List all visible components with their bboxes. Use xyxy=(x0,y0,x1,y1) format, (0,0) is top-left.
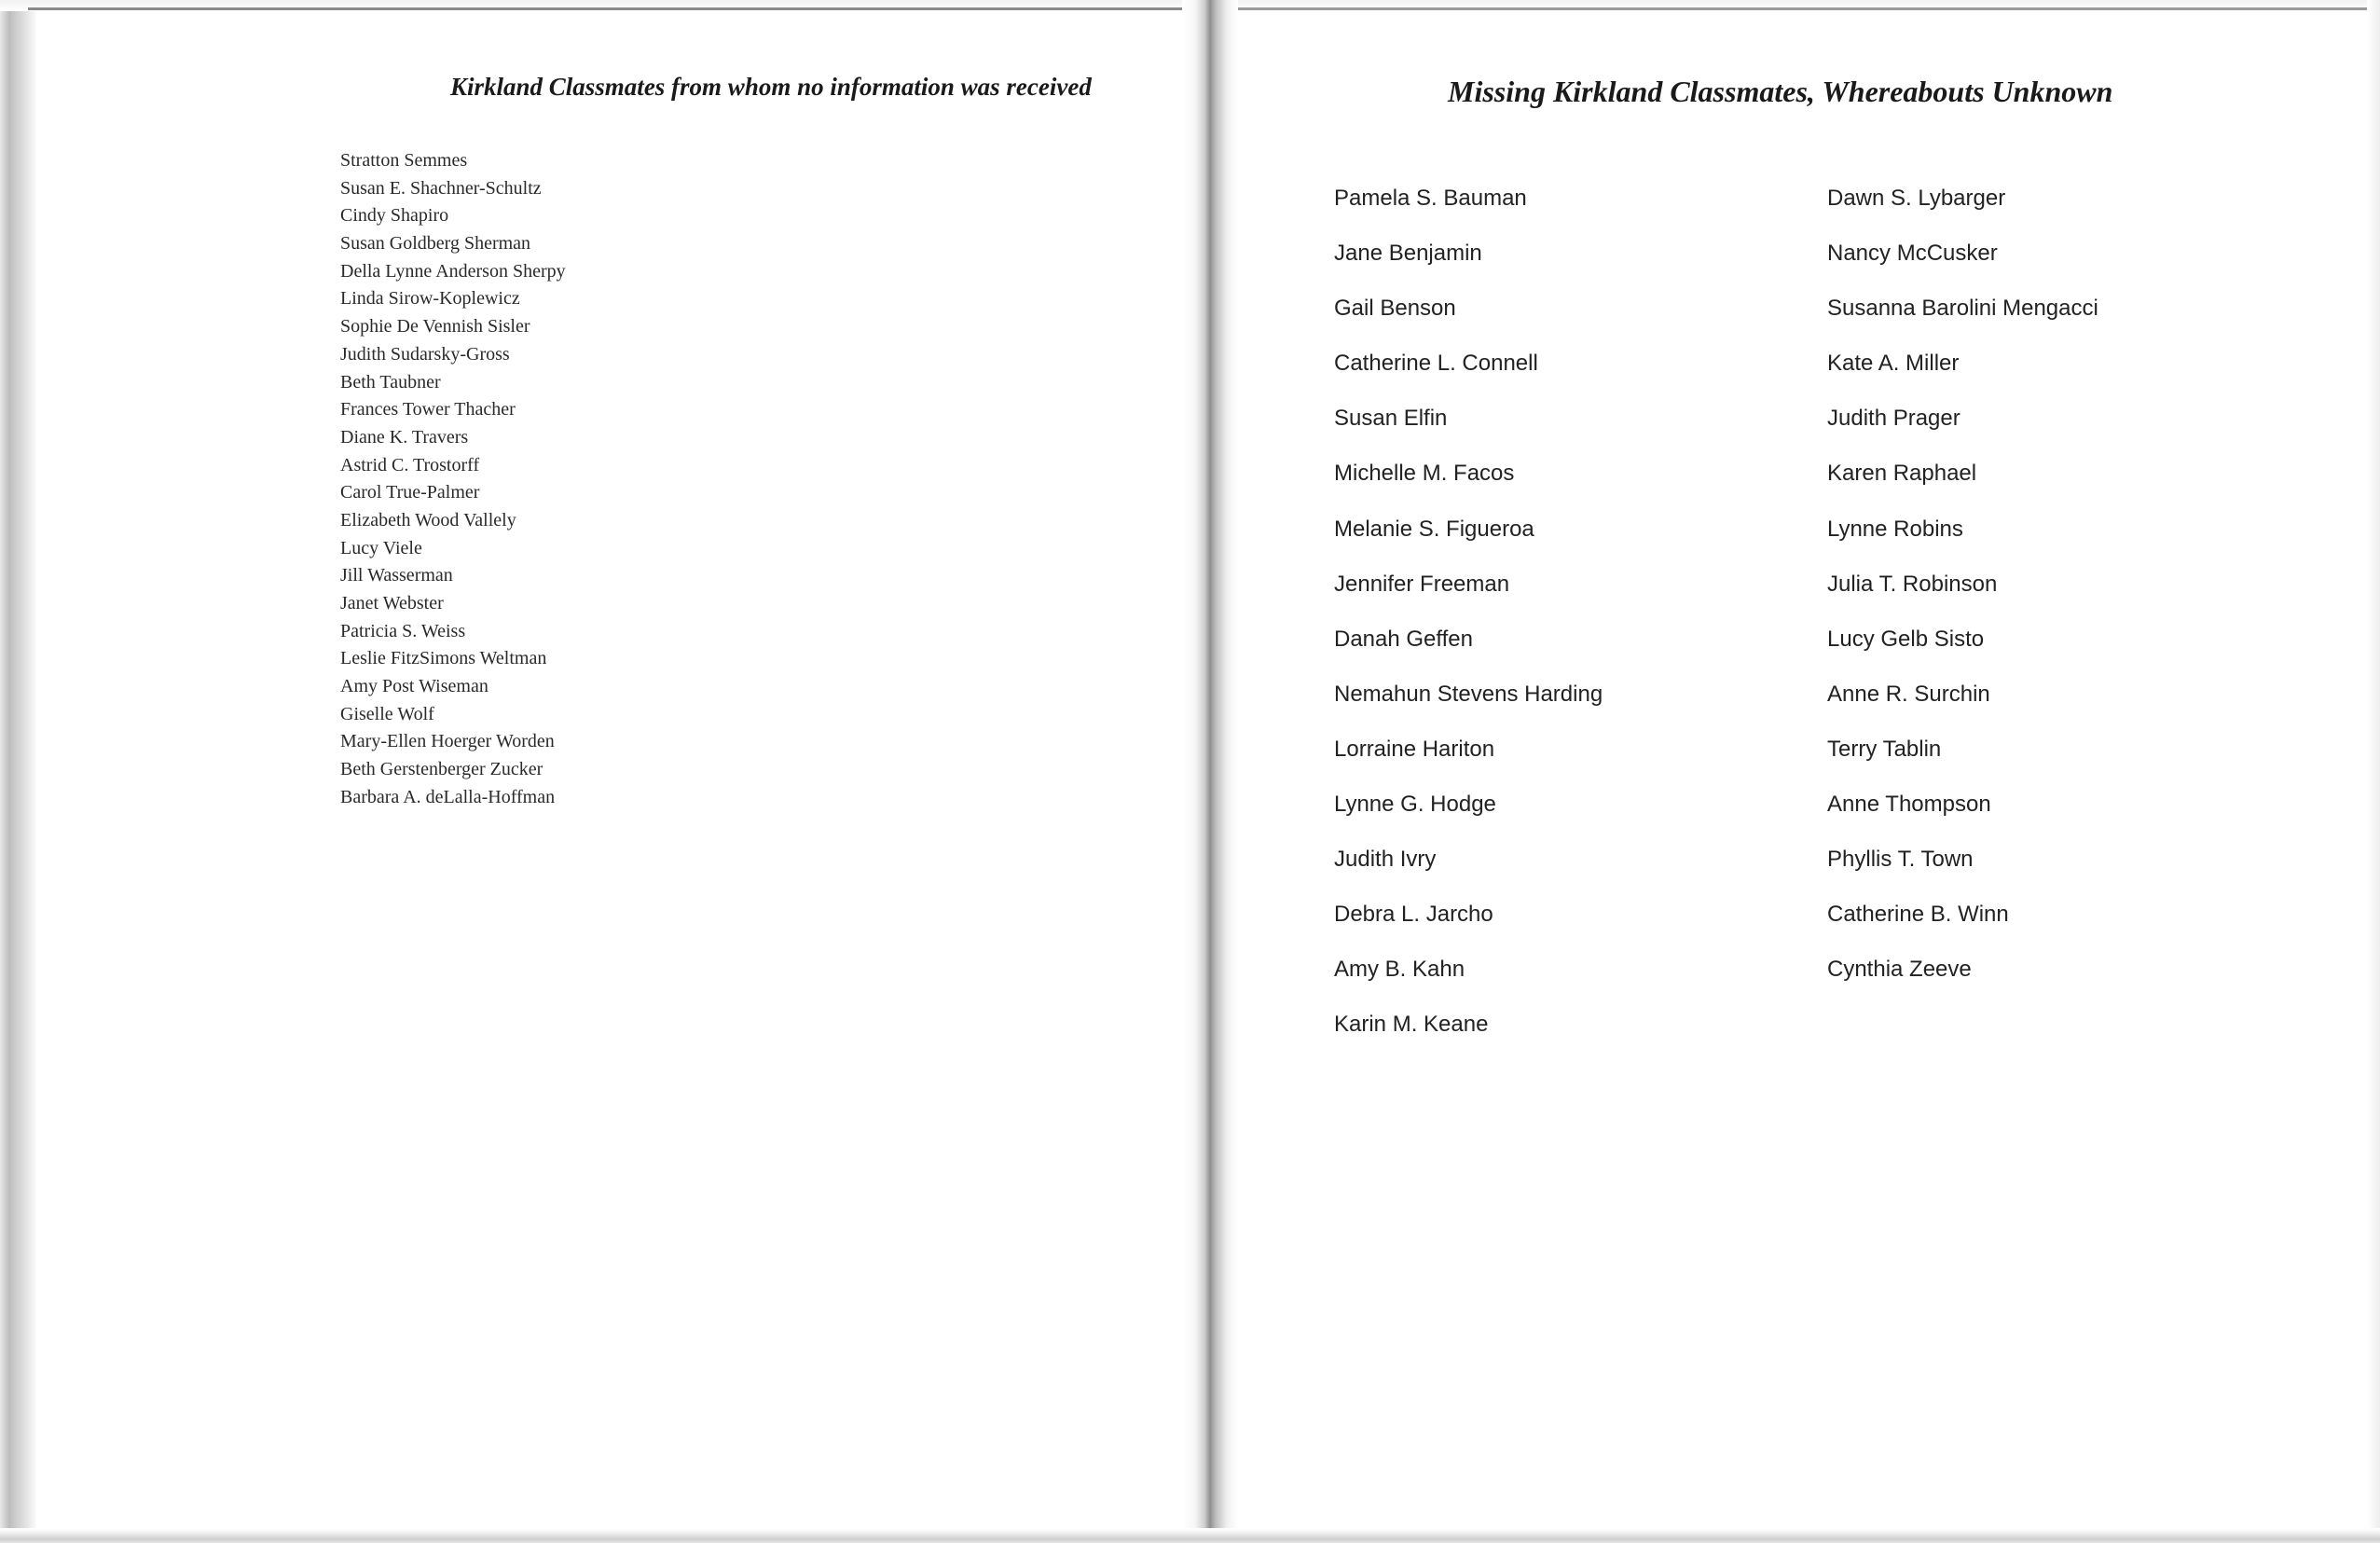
scan-edge-bottom xyxy=(0,1528,2380,1543)
classmate-name: Patricia S. Weiss xyxy=(340,620,466,641)
classmate-name: Cindy Shapiro xyxy=(340,205,449,227)
missing-classmate-name: Cynthia Zeeve xyxy=(1827,957,1972,983)
classmate-name: Leslie FitzSimons Weltman xyxy=(340,648,547,669)
classmate-name: Mary-Ellen Hoerger Worden xyxy=(340,731,555,752)
classmate-name: Beth Taubner xyxy=(340,371,441,393)
book-gutter xyxy=(1182,0,1238,1543)
missing-classmate-name: Nancy McCusker xyxy=(1827,241,1998,267)
classmate-name: Susan E. Shachner-Schultz xyxy=(340,177,542,199)
no-information-list xyxy=(340,147,566,812)
classmate-name: Carol True-Palmer xyxy=(340,482,480,503)
missing-classmate-name: Debra L. Jarcho xyxy=(1334,902,1493,928)
missing-classmate-name: Karen Raphael xyxy=(1827,461,1977,487)
classmate-name: Giselle Wolf xyxy=(340,703,434,724)
classmate-name: Judith Sudarsky-Gross xyxy=(340,343,510,365)
missing-classmate-name: Lynne G. Hodge xyxy=(1334,792,1496,818)
classmate-name: Amy Post Wiseman xyxy=(340,676,488,697)
missing-classmate-name: Judith Prager xyxy=(1827,406,1960,432)
missing-classmate-name: Michelle M. Facos xyxy=(1334,461,1515,487)
left-page-title: Kirkland Classmates from whom no information was received xyxy=(450,73,1092,101)
missing-classmate-name: Nemahun Stevens Harding xyxy=(1334,681,1603,707)
classmate-name: Elizabeth Wood Vallely xyxy=(340,509,516,530)
classmate-name: Janet Webster xyxy=(340,593,444,613)
missing-classmate-name: Anne R. Surchin xyxy=(1827,681,1990,707)
classmate-name: Barbara A. deLalla-Hoffman xyxy=(340,786,556,807)
right-page-title: Missing Kirkland Classmates, Whereabouts Unknown xyxy=(1448,75,2113,108)
missing-classmate-name: Lucy Gelb Sisto xyxy=(1827,626,1985,652)
missing-list-column-a xyxy=(1334,171,1603,1053)
classmate-name: Linda Sirow-Koplewicz xyxy=(340,288,520,310)
missing-classmate-name: Lorraine Hariton xyxy=(1334,736,1495,762)
missing-classmate-name: Jane Benjamin xyxy=(1334,241,1482,267)
classmate-name: Sophie De Vennish Sisler xyxy=(340,316,530,338)
missing-classmate-name: Judith Ivry xyxy=(1334,847,1437,873)
classmate-name: Beth Gerstenberger Zucker xyxy=(340,759,543,780)
missing-classmate-name: Lynne Robins xyxy=(1827,516,1963,542)
classmate-name: Frances Tower Thacher xyxy=(340,399,516,420)
missing-classmate-name: Pamela S. Bauman xyxy=(1334,186,1527,211)
missing-classmate-name: Susanna Barolini Mengacci xyxy=(1827,296,2098,322)
missing-classmate-name: Anne Thompson xyxy=(1827,792,1991,818)
missing-classmate-name: Kate A. Miller xyxy=(1827,351,1960,377)
left-page xyxy=(37,0,1182,1529)
classmate-name: Astrid C. Trostorff xyxy=(340,454,480,475)
missing-classmate-name: Jennifer Freeman xyxy=(1334,571,1510,597)
classmate-name: Della Lynne Anderson Sherpy xyxy=(340,260,566,282)
missing-classmate-name: Susan Elfin xyxy=(1334,406,1448,432)
missing-classmate-name: Phyllis T. Town xyxy=(1827,847,1974,873)
classmate-name: Susan Goldberg Sherman xyxy=(340,233,531,255)
right-page xyxy=(1238,0,2366,1529)
scan-edge-left xyxy=(0,0,37,1543)
missing-classmate-name: Terry Tablin xyxy=(1827,736,1942,762)
missing-list-column-b xyxy=(1827,171,2098,997)
classmate-name: Diane K. Travers xyxy=(340,426,469,448)
missing-classmate-name: Melanie S. Figueroa xyxy=(1334,516,1534,542)
missing-classmate-name: Julia T. Robinson xyxy=(1827,571,1998,597)
missing-classmate-name: Dawn S. Lybarger xyxy=(1827,186,2006,211)
missing-classmate-name: Amy B. Kahn xyxy=(1334,957,1465,983)
classmate-name: Lucy Viele xyxy=(340,537,422,558)
missing-classmate-name: Danah Geffen xyxy=(1334,626,1474,652)
missing-classmate-name: Karin M. Keane xyxy=(1334,1012,1489,1038)
missing-classmate-name: Catherine L. Connell xyxy=(1334,351,1538,377)
scan-edge-right xyxy=(2367,0,2380,1543)
classmate-name: Jill Wasserman xyxy=(340,565,453,586)
missing-classmate-name: Gail Benson xyxy=(1334,296,1456,322)
missing-classmate-name: Catherine B. Winn xyxy=(1827,902,2009,928)
classmate-name: Stratton Semmes xyxy=(340,150,468,171)
